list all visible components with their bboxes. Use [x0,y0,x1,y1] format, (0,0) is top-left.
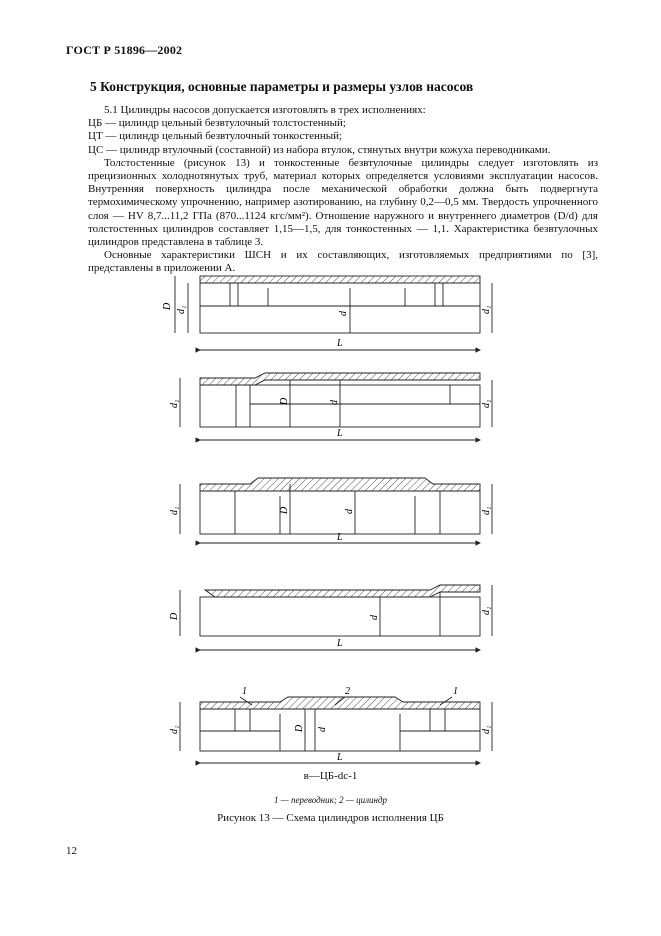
cylinder-drawing-1 [175,276,492,350]
label-L-5: L [337,752,343,763]
cylinder-drawing-4 [180,585,492,650]
paragraph-cylinders: Толстостенные (рисунок 13) и тонкостенные безвтулочные цилиндры следует изготовлять из прецизионных холоднотянутых труб, материал которых определяется условиями эксплуатации насосов. Внутренняя поверхность цилиндра после механической обработки должна быть подвергнута термохимическому упрочнению, например азотированию, на глубину 0,2—0,5 мм. Твердость упрочненного слоя — HV 8,7...11,2 ГПа (870...1124 кгс/мм²). Отношение наружного и внутреннего диаметров (D/d) для толстостенных цилиндров составляет 1,15—1,5, для тонкостенных — 1,1. Характеристика безвтулочных цилиндров представлена в таблице 3. [88,156,598,249]
label-D-3: D [279,506,290,514]
label-D-2: D [279,397,290,405]
label-D-1: D [162,302,173,310]
callout-2: 2 [345,686,350,697]
label-D-4: D [169,612,180,620]
label-L-1: L [337,338,343,349]
label-D-5: D [294,724,305,732]
callout-1-left: 1 [242,686,247,697]
label-d1-1a: d₁ [176,305,187,314]
label-d-4: d [369,615,380,620]
figure-legend: 1 — переводник; 2 — цилиндр [273,795,388,805]
label-d-1: d [338,311,349,316]
body-text [88,104,598,276]
label-d1-5b: d₁ [481,725,492,734]
list-item-ct: ЦТ — цилиндр цельный безвтулочный тонкостенный; [88,130,343,143]
label-L-4: L [337,638,343,649]
label-L-3: L [337,532,343,543]
list-item-cs: ЦС — цилиндр втулочный (составной) из набора втулок, стянутых внутри кожуха переводниками. [88,143,551,156]
label-d1-5a: d₁ [169,725,180,734]
label-d-3: d [344,509,355,514]
label-d1-1b: d₁ [481,305,492,314]
label-d1-2a: d₁ [169,399,180,408]
paragraph-characteristics: Основные характеристики ШСН и их составляющих, изготовляемых предприятиями по [3], представлены в приложении А. [88,249,598,275]
paragraph-5-1: 5.1 Цилиндры насосов допускается изготовлять в трех исполнениях: [104,104,426,116]
callout-1-right: 1 [453,686,458,697]
label-d1-3a: d₁ [169,506,180,515]
cylinder-drawing-5 [180,697,492,763]
figure-13-drawings [140,270,510,770]
figure-caption: Рисунок 13 — Схема цилиндров исполнения ЦБ [217,812,444,824]
label-d-2: d [329,400,340,405]
label-d1-2b: d₁ [481,399,492,408]
figure-variant-caption: в—ЦБ-dс-1 [303,770,358,782]
cylinder-drawing-2 [180,373,492,440]
label-L-2: L [337,428,343,439]
label-d-5: d [317,727,328,732]
label-d1-4: d₁ [481,606,492,615]
document-header: ГОСТ Р 51896—2002 [66,43,183,57]
list-item-cb: ЦБ — цилиндр цельный безвтулочный толстостенный; [88,117,346,130]
page-number: 12 [66,845,77,857]
label-d1-3b: d₁ [481,506,492,515]
cylinder-drawing-3 [180,478,492,543]
section-title: 5 Конструкция, основные параметры и размеры узлов насосов [90,79,474,94]
